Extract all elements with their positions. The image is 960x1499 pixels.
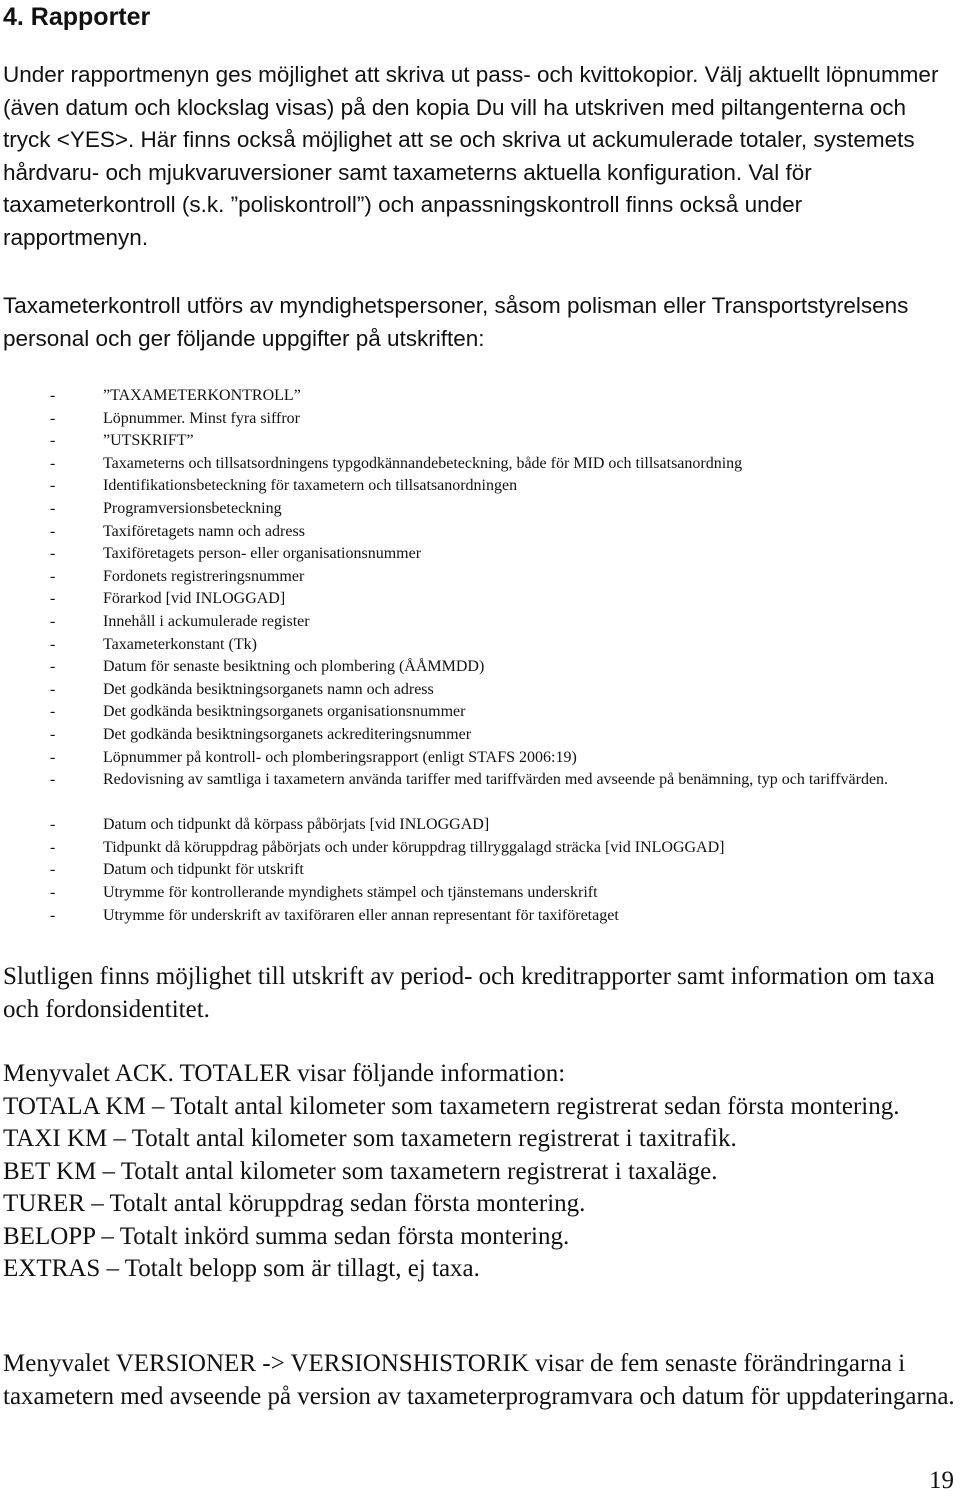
list-dash: - xyxy=(50,680,56,698)
list-dash: - xyxy=(50,612,56,630)
list-item-text: Identifikationsbeteckning för taxametern och tillsatsanordningen xyxy=(103,477,518,495)
control-text: Taxameterkontroll utförs av myndighetspersoner, såsom polisman eller Transportstyrelsens personal och ger följande uppgifter på utskriften: xyxy=(3,293,909,351)
list-dash: - xyxy=(50,477,56,495)
list-item-text: Utrymme för kontrollerande myndighets stämpel och tjänstemans underskrift xyxy=(103,884,598,902)
list-item-text: Löpnummer. Minst fyra siffror xyxy=(103,409,301,427)
page-number: 19 xyxy=(929,1467,954,1494)
list-item xyxy=(0,814,940,837)
printout-fields-list xyxy=(0,385,940,927)
list-dash: - xyxy=(50,725,56,743)
list-dash: - xyxy=(50,545,56,563)
list-dash: - xyxy=(50,409,56,427)
list-item-text: ”UTSKRIFT” xyxy=(103,432,194,450)
list-dash: - xyxy=(50,816,56,834)
intro-paragraph xyxy=(3,59,953,254)
list-item-text: Förarkod [vid INLOGGAD] xyxy=(103,590,286,608)
list-item xyxy=(0,475,940,498)
ack-extras: EXTRAS – Totalt belopp som är tillagt, ej taxa. xyxy=(3,1255,480,1282)
list-item xyxy=(0,679,940,702)
list-dash: - xyxy=(50,567,56,585)
ack-totals-block xyxy=(3,1058,958,1286)
list-dash: - xyxy=(50,906,56,924)
ack-turer: TURER – Totalt antal köruppdrag sedan första montering. xyxy=(3,1190,586,1217)
list-item xyxy=(0,769,940,814)
list-dash: - xyxy=(50,748,56,766)
list-item-text: Det godkända besiktningsorganets organisationsnummer xyxy=(103,703,466,721)
list-item xyxy=(0,611,940,634)
closing-text: Slutligen finns möjlighet till utskrift av period- och kreditrapporter samt information om taxa och fordonsidentitet. xyxy=(3,963,935,1023)
list-item-text: Taxameterns och tillsatsordningens typgodkännandebeteckning, både för MID och tillsatsanordning xyxy=(103,454,743,472)
list-item xyxy=(0,385,940,408)
list-item xyxy=(0,408,940,431)
list-item xyxy=(0,588,940,611)
list-item-text: Datum och tidpunkt då körpass påbörjats [vid INLOGGAD] xyxy=(103,816,490,834)
list-item-text: Redovisning av samtliga i taxametern använda tariffer med tariffvärden med avseende på benämning, typ och tariffvärden. xyxy=(103,771,889,789)
list-item xyxy=(0,453,940,476)
section-heading: 4. Rapporter xyxy=(3,3,151,31)
list-item xyxy=(0,837,940,860)
list-dash: - xyxy=(50,861,56,879)
ack-totala-km: TOTALA KM – Totalt antal kilometer som taxametern registrerat sedan första montering. xyxy=(3,1092,900,1120)
versions-text: Menyvalet VERSIONER -> VERSIONSHISTORIK visar de fem senaste förändringarna i taxametern med avseende på version av taxameterprogramvara och datum för uppdateringarna. xyxy=(3,1350,955,1410)
list-item-text: ”TAXAMETERKONTROLL” xyxy=(103,387,301,404)
list-item xyxy=(0,498,940,521)
list-item-text: Taxiföretagets namn och adress xyxy=(103,522,305,540)
list-item-text: Taxiföretagets person- eller organisationsnummer xyxy=(103,545,422,563)
list-item xyxy=(0,566,940,589)
list-item-text: Fordonets registreringsnummer xyxy=(103,567,305,585)
list-item xyxy=(0,882,940,905)
list-dash: - xyxy=(50,499,56,517)
list-item-text: Datum för senaste besiktning och plombering (ÅÅMMDD) xyxy=(103,658,485,676)
list-item-text: Tidpunkt då köruppdrag påbörjats och under köruppdrag tillryggalagd sträcka [vid INLOGGAD] xyxy=(103,838,725,856)
list-dash: - xyxy=(50,703,56,721)
list-dash: - xyxy=(50,522,56,540)
list-item xyxy=(0,521,940,544)
list-item-text: Innehåll i ackumulerade register xyxy=(103,612,310,630)
versions-paragraph xyxy=(3,1348,958,1413)
list-item xyxy=(0,724,940,747)
intro-text: Under rapportmenyn ges möjlighet att skriva ut pass- och kvittokopior. Välj aktuellt löpnummer (även datum och klockslag visas) på den kopia Du vill ha utskriven med piltangenterna och tryck <YES>. Här finns också möjlighet att se och skriva ut ackumulerade totaler, systemets hårdvaru- och mjukvaruversioner samt taxameterns aktuella konfiguration. Val för taxameterkontroll (s.k. ”poliskontroll”) och anpassningskontroll finns också under rapportmenyn. xyxy=(3,62,939,250)
list-item xyxy=(0,905,940,928)
list-dash: - xyxy=(50,387,56,404)
list-item xyxy=(0,543,940,566)
list-item-text: Programversionsbeteckning xyxy=(103,499,282,517)
list-dash: - xyxy=(50,432,56,450)
list-item xyxy=(0,634,940,657)
list-dash: - xyxy=(50,658,56,676)
list-item-text: Utrymme för underskrift av taxiföraren eller annan representant för taxiföretaget xyxy=(103,906,619,924)
list-dash: - xyxy=(50,771,56,789)
list-dash: - xyxy=(50,590,56,608)
ack-belopp: BELOPP – Totalt inkörd summa sedan första montering. xyxy=(3,1222,570,1250)
list-item xyxy=(0,747,940,770)
list-item-text: Taxameterkonstant (Tk) xyxy=(103,635,257,653)
list-dash: - xyxy=(50,454,56,472)
list-item xyxy=(0,656,940,679)
ack-intro: Menyvalet ACK. TOTALER visar följande information: xyxy=(3,1060,566,1087)
ack-taxi-km: TAXI KM – Totalt antal kilometer som taxametern registrerat i taxitrafik. xyxy=(3,1125,737,1152)
list-item-text: Datum och tidpunkt för utskrift xyxy=(103,861,304,879)
list-item-text: Löpnummer på kontroll- och plomberingsrapport (enligt STAFS 2006:19) xyxy=(103,748,577,766)
list-dash: - xyxy=(50,838,56,856)
ack-bet-km: BET KM – Totalt antal kilometer som taxametern registrerat i taxaläge. xyxy=(3,1157,718,1185)
list-item xyxy=(0,430,940,453)
control-paragraph xyxy=(3,290,953,355)
list-dash: - xyxy=(50,884,56,902)
list-item-text: Det godkända besiktningsorganets namn och adress xyxy=(103,680,434,698)
list-item xyxy=(0,859,940,882)
closing-paragraph xyxy=(3,961,958,1026)
list-dash: - xyxy=(50,635,56,653)
list-item-text: Det godkända besiktningsorganets ackrediteringsnummer xyxy=(103,725,472,743)
list-item xyxy=(0,701,940,724)
